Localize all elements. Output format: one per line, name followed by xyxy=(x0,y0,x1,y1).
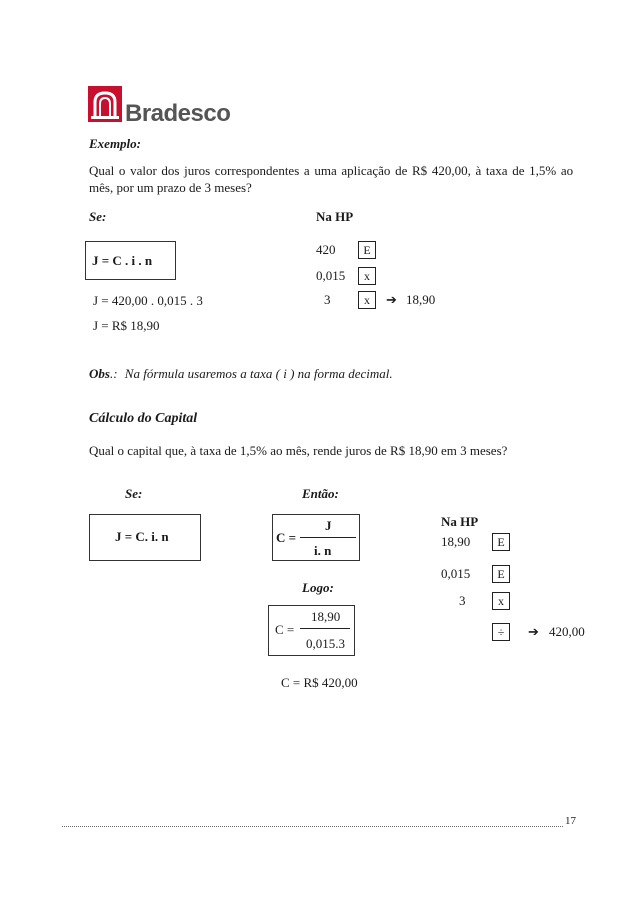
capital-logo-prefix: C = xyxy=(275,622,295,637)
capital-logo-label: Logo: xyxy=(302,580,334,595)
example-hp-value-2: 0,015 xyxy=(316,268,346,283)
capital-question: Qual o capital que, à taxa de 1,5% ao mês, rende juros de R$ 18,90 em 3 meses? xyxy=(89,443,508,458)
capital-hp-value-2: 0,015 xyxy=(441,566,471,581)
capital-formula: J = C. i. n xyxy=(115,529,169,544)
example-hp-key-2: x xyxy=(358,267,376,285)
capital-entao-label: Então: xyxy=(302,486,339,501)
example-question-line2: mês, por um prazo de 3 meses? xyxy=(89,180,252,195)
obs-label: Obs xyxy=(89,366,110,381)
example-hp-title: Na HP xyxy=(316,209,354,224)
obs-text: Na fórmula usaremos a taxa ( i ) na forma decimal. xyxy=(124,366,393,381)
example-se-label: Se: xyxy=(89,209,107,224)
bradesco-logo-icon xyxy=(88,86,122,122)
footer-rule xyxy=(62,826,563,827)
example-calc-line: J = 420,00 . 0,015 . 3 xyxy=(93,293,203,308)
capital-hp-divide-key: ÷ xyxy=(492,623,510,641)
capital-result: C = R$ 420,00 xyxy=(281,675,358,690)
example-formula: J = C . i . n xyxy=(92,253,153,268)
capital-hp-key-1: E xyxy=(492,533,510,551)
example-heading: Exemplo: xyxy=(89,136,141,151)
example-hp-value-3: 3 xyxy=(324,292,331,307)
brand-name: Bradesco xyxy=(125,100,231,127)
obs-line xyxy=(89,366,393,382)
capital-logo-fraction-bar xyxy=(300,628,350,629)
example-result: J = R$ 18,90 xyxy=(93,318,160,333)
example-question-line1: Qual o valor dos juros correspondentes a uma aplicação de R$ 420,00, à taxa de 1,5% ao xyxy=(89,163,574,178)
capital-c-numerator: J xyxy=(325,518,332,533)
example-hp-key-1: E xyxy=(358,241,376,259)
page-number: 17 xyxy=(565,815,576,827)
capital-hp-value-1: 18,90 xyxy=(441,534,471,549)
capital-c-denominator: i. n xyxy=(314,543,332,558)
capital-hp-key-2: E xyxy=(492,565,510,583)
capital-logo-numerator: 18,90 xyxy=(311,609,341,624)
capital-se-label: Se: xyxy=(125,486,143,501)
capital-hp-key-3: x xyxy=(492,592,510,610)
example-arrow-icon: ➔ xyxy=(386,292,397,307)
capital-hp-result: 420,00 xyxy=(549,624,585,639)
example-hp-value-1: 420 xyxy=(316,242,336,257)
example-hp-result: 18,90 xyxy=(406,292,436,307)
capital-logo-denominator: 0,015.3 xyxy=(306,636,345,651)
capital-c-prefix: C = xyxy=(276,530,297,545)
example-hp-key-3: x xyxy=(358,291,376,309)
capital-c-fraction-bar xyxy=(300,537,356,538)
capital-heading: Cálculo do Capital xyxy=(89,411,198,426)
capital-hp-title: Na HP xyxy=(441,514,479,529)
capital-hp-value-3: 3 xyxy=(459,593,466,608)
obs-sep: .: xyxy=(109,366,118,381)
capital-arrow-icon: ➔ xyxy=(528,624,539,639)
